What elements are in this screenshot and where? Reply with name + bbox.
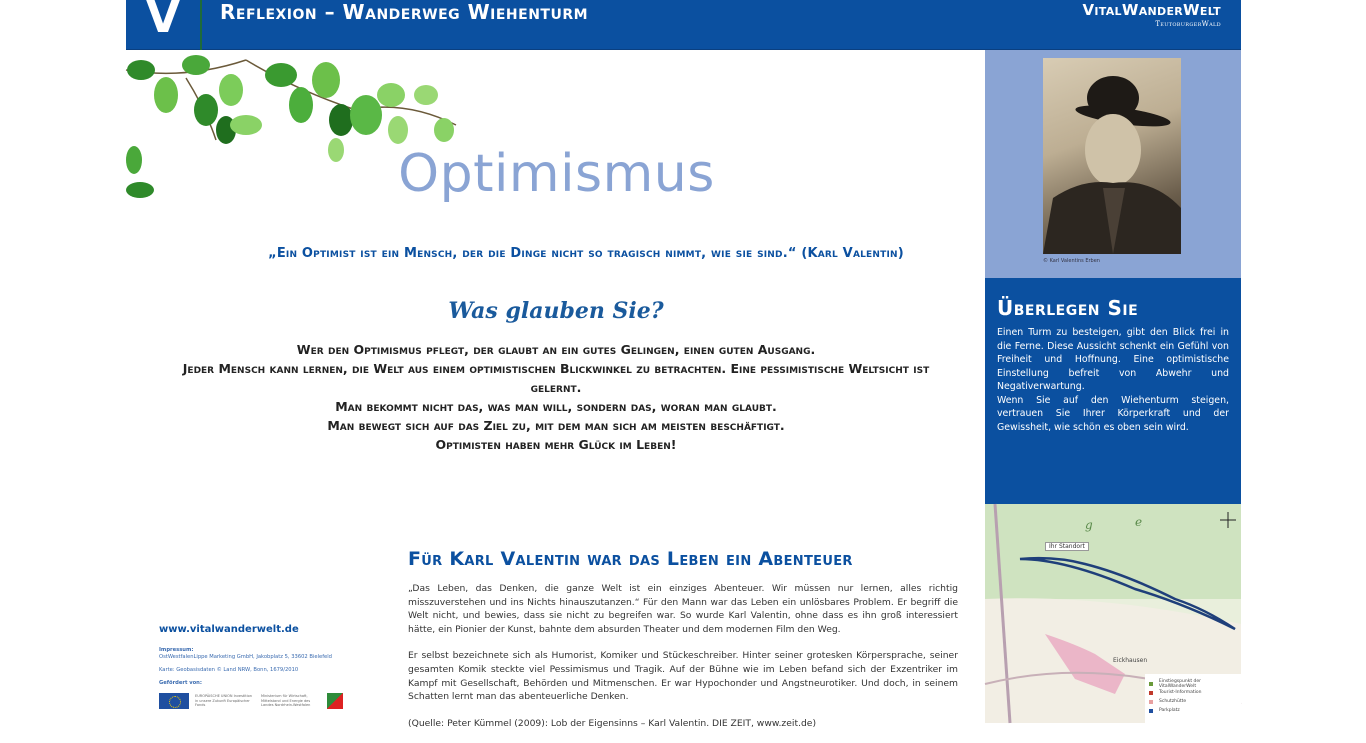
header-title: Reflexion – Wanderweg Wiehenturm (220, 0, 589, 24)
impressum (159, 647, 389, 661)
valentin-quote: „Ein Optimist ist ein Mensch, der die Dinge nicht so tragisch nimmt, wie sie sind.“ (Karl Valentin) (268, 246, 904, 261)
portrait-icon (1043, 58, 1181, 254)
story-title: Für Karl Valentin war das Leben ein Abenteuer (408, 548, 853, 570)
footer (159, 624, 389, 709)
question-heading: Was glauben Sie? (448, 298, 664, 324)
reflection-text-1: Einen Turm zu besteigen, gibt den Blick frei in die Ferne. Diese Aussicht schenkt ein Gefühl von Freiheit und Hoffnung. Eine optimistische Einstellung befreit von Abwehr und Negativerwartung. (997, 327, 1229, 392)
reflection-text-2: Wenn Sie auf den Wiehenturm steigen, vertrauen Sie Ihrer Körperkraft und der Gewissheit, wie schön es oben sein wird. (997, 394, 1229, 433)
logo-letter: V (145, 0, 181, 43)
svg-text:e: e (1135, 515, 1143, 529)
page-title: Optimismus (398, 144, 715, 204)
header-divider (200, 0, 202, 50)
svg-text:g: g (1085, 518, 1093, 532)
funding-label: Gefördert von: (159, 680, 202, 686)
story-source: (Quelle: Peter Kümmel (2009): Lob der Eigensinns – Karl Valentin. DIE ZEIT, www.zeit.de) (408, 717, 817, 729)
story-paragraph-2: Er selbst bezeichnete sich als Humorist, Komiker und Stückeschreiber. Hinter seiner grotesken Körpersprache, seiner gesamten Komik steckte viel Pessimismus und Tragik. Auf der Bühne wie im Leben befand sich der Exzentriker im Kampf mit Gesellschaft, Behörden und Mitmenschen. Er war Hypochonder und Angstneurotiker. Und doch, in seinem Schatten lernt man das abenteuerliche Denken. (408, 650, 958, 703)
map-credit: Karte: Geobasisdaten © Land NRW, Bonn, 1679/2010 (159, 667, 299, 673)
statement: Jeder Mensch kann lernen, die Welt aus einem optimistischen Blickwinkel zu betrachten. Eine pessimistische Weltsicht ist gelernt. (182, 361, 930, 395)
vital-logo-mark (126, 0, 200, 50)
reflection-title: Überlegen Sie (997, 296, 1139, 320)
map-legend (1145, 674, 1241, 723)
statement: Man bekommt nicht das, was man will, sondern das, woran man glaubt. (335, 399, 777, 414)
eu-text: EUROPÄISCHE UNION Investition in unsere Zukunft Europäischer Fonds (195, 694, 252, 708)
statement: Man bewegt sich auf das Ziel zu, mit dem man sich am meisten beschäftigt. (327, 418, 785, 433)
legend-item: Parkplatz (1149, 706, 1237, 715)
impressum-label: Impressum: (159, 647, 194, 653)
legend-item: Einstiegspunkt der VitalWanderWelt (1149, 679, 1237, 688)
legend-item: Tourist-Information (1149, 688, 1237, 697)
story-paragraph-1: „Das Leben, das Denken, die ganze Welt ist ein einziges Abenteuer. Wir müssen nur lernen, alles richtig misszuverstehen und ins Nichts hinauszutanzen.“ Für den Mann war das Leben ein unlösbares Problem. Er begriff die Welt nicht, und bewies, dass sie nicht zu begreifen war. So wurde Karl Valentin, ohne dass es ihn groß interessiert hätte, ein Pionier der Kunst, bahnte dem absurden Theater und dem modernen Film den Weg. (408, 583, 958, 635)
header-bar (126, 0, 1241, 50)
statements-list (156, 340, 956, 454)
karl-valentin-photo (1043, 58, 1181, 254)
photo-panel (985, 50, 1241, 278)
ministry-text: Ministerium für Wirtschaft, Mittelstand und Energie des Landes Nordrhein-Westfalen (261, 694, 311, 708)
brand-logo (1082, 0, 1221, 28)
funding-logos (159, 693, 389, 709)
legend-item: Schutzhütte (1149, 697, 1237, 706)
poster (126, 0, 1241, 729)
svg-text:Eickhausen: Eickhausen (1113, 657, 1148, 664)
website-link[interactable]: www.vitalwanderwelt.de (159, 624, 299, 635)
reflection-box (985, 278, 1241, 504)
standort-label: Ihr Standort (1045, 542, 1089, 551)
trail-map (985, 504, 1241, 723)
statement: Optimisten haben mehr Glück im Leben! (435, 437, 677, 452)
statement: Wer den Optimismus pflegt, der glaubt an ein gutes Gelingen, einen guten Ausgang. (296, 342, 816, 357)
photo-caption: © Karl Valentins Erben (1043, 258, 1100, 264)
impressum-text: OstWestfalenLippe Marketing GmbH, Jakobplatz 5, 33602 Bielefeld (159, 654, 332, 660)
nrw-crest-icon (327, 693, 343, 709)
brand-name: VitalWanderWelt (1082, 1, 1221, 19)
story-text (408, 582, 958, 743)
eu-flag-icon (159, 693, 189, 709)
brand-subtitle: TeutoburgerWald (1155, 20, 1221, 28)
